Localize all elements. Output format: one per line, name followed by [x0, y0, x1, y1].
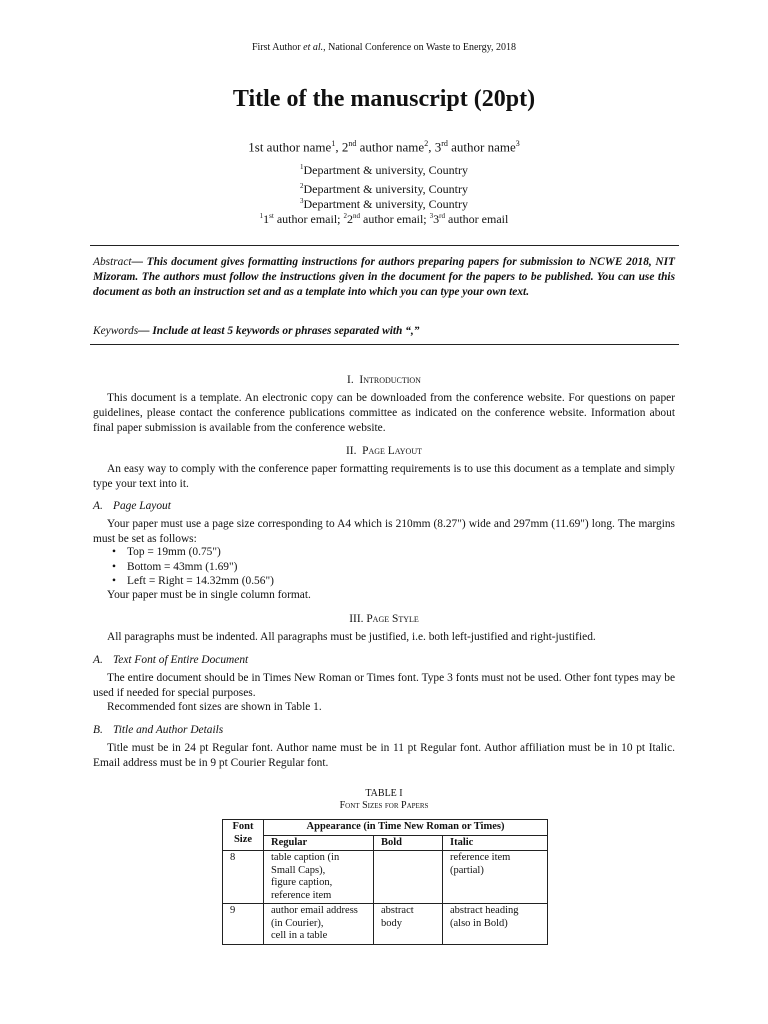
- affiliation-3-sup: 3: [299, 197, 304, 205]
- author-1-sup: 1: [331, 139, 336, 148]
- abstract-text: — This document gives formatting instructions for authors preparing papers for submission to NCWE 2018, NIT Mizoram. The authors must follow the instructions given in the document for the papers to be published. You can use this document as both an instruction set and as a template into which you can type your own text.: [93, 256, 675, 298]
- author-2-sup: 2: [424, 139, 429, 148]
- section-3-first-letter-1: P: [366, 613, 373, 625]
- email-2-num: 2: [347, 212, 353, 226]
- margin-list: [107, 545, 274, 589]
- email-2-text: author email;: [360, 212, 430, 226]
- affiliation-1: [93, 163, 675, 178]
- caption-rest-2: izes for: [367, 800, 402, 811]
- section-3-rest-1: age: [372, 613, 392, 625]
- affiliation-1-sup: 1: [299, 163, 304, 171]
- header-regular: Regular: [264, 835, 374, 851]
- header-italic: Italic: [443, 835, 548, 851]
- email-1-num: 1: [263, 212, 270, 226]
- subsection-3a-number: A.: [93, 654, 103, 666]
- author-3-ord: rd: [441, 139, 448, 148]
- header-font-size: [223, 820, 264, 851]
- abstract-top-rule: [90, 245, 679, 246]
- cell-line: Small Caps),: [271, 864, 326, 876]
- subsection-heading-text-font: [93, 654, 248, 666]
- list-item: • Bottom = 43mm (1.69"): [107, 560, 274, 575]
- cell-line: author email address: [271, 905, 358, 916]
- subsection-2a-title: Page Layout: [113, 500, 171, 512]
- abstract-label: Abstract: [93, 256, 132, 268]
- affiliation-2: [93, 182, 675, 197]
- cell-line: cell in a table: [271, 930, 328, 941]
- cell-line: (also in Bold): [450, 917, 508, 929]
- list-item: • Left = Right = 14.32mm (0.56"): [107, 574, 274, 589]
- cell-line: (in Courier),: [271, 917, 324, 929]
- cell-italic: [443, 904, 548, 945]
- affiliation-3-text: Department & university, Country: [303, 197, 469, 211]
- cell-regular: [264, 851, 374, 904]
- subsection-3b-title: Title and Author Details: [113, 724, 224, 736]
- caption-first-letter-2: S: [362, 800, 368, 811]
- header-size-text: Size: [233, 833, 253, 845]
- caption-rest-1: ont: [345, 800, 363, 811]
- cell-regular: [264, 904, 374, 945]
- subsection-2a-number: A.: [93, 500, 103, 512]
- author-3-num: 3: [434, 139, 442, 155]
- section-2-first-letter-2: L: [387, 445, 395, 457]
- cell-line: body: [381, 917, 402, 929]
- cell-line: (partial): [450, 864, 484, 876]
- text-font-paragraph: The entire document should be in Times New Roman or Times font. Type 3 fonts must not be used. Other font types may be used if needed for special purposes.: [93, 672, 675, 699]
- section-1-number: I.: [347, 374, 354, 386]
- author-2-name: author name: [356, 139, 425, 155]
- title-author-paragraph: Title must be in 24 pt Regular font. Author name must be in 11 pt Regular font. Author affiliation must be in 10 pt Italic. Email address must be in 9 pt Courier Regular font.: [93, 742, 675, 769]
- table-subheader-row: [223, 835, 548, 851]
- caption-rest-3: apers: [406, 800, 429, 811]
- section-heading-page-layout: [93, 445, 675, 457]
- section-3-number: III.: [349, 613, 364, 625]
- page-style-paragraph: All paragraphs must be indented. All paragraphs must be justified, i.e. both left-justified and right-justified.: [107, 631, 596, 643]
- header-font-text: Font: [232, 821, 254, 832]
- running-head: [93, 42, 675, 53]
- section-2-rest-1: age: [368, 445, 388, 457]
- keywords: [93, 325, 675, 337]
- cell-line: abstract: [381, 905, 414, 916]
- running-head-conference: , National Conference on Waste to Energy, 2018: [323, 42, 516, 53]
- caption-first-letter-3: P: [401, 800, 407, 811]
- email-1-sup: 1: [259, 212, 264, 220]
- cell-line: abstract heading: [450, 905, 519, 916]
- author-3-name: author name: [447, 139, 516, 155]
- cell-line: reference item: [271, 889, 332, 901]
- introduction-paragraph: This document is a template. An electronic copy can be downloaded from the conference website. For questions on paper guidelines, please contact the conference publications committee as indicated on the conference website. Information about final paper submission is available from the conference website.: [93, 392, 675, 434]
- section-2-first-letter-1: P: [362, 445, 369, 457]
- keywords-label: Keywords: [93, 325, 139, 337]
- section-3-rest-2: tyle: [398, 613, 419, 625]
- running-head-author: First Author: [252, 42, 301, 53]
- table-header-row: [223, 820, 548, 836]
- page-size-paragraph: Your paper must use a page size corresponding to A4 which is 210mm (8.27") wide and 297mm (11.69") long. The margins must be set as follows:: [93, 518, 675, 545]
- cell-size: 9: [223, 904, 264, 945]
- email-1-ord: st: [269, 212, 274, 220]
- cell-line: figure caption,: [271, 877, 333, 888]
- author-emails: [93, 212, 675, 227]
- cell-line: reference item: [450, 852, 511, 863]
- header-bold: Bold: [374, 835, 443, 851]
- keywords-text: — Include at least 5 keywords or phrases separated with “,”: [138, 325, 420, 337]
- email-1-text: author email;: [273, 212, 344, 226]
- page-layout-paragraph: An easy way to comply with the conference paper formatting requirements is to use this document as a template and simply type your text into it.: [93, 463, 675, 490]
- cell-line: table caption (in: [271, 852, 340, 863]
- author-1-name: 1st author name: [248, 139, 332, 155]
- cell-bold: [374, 851, 443, 904]
- font-sizes-note: Recommended font sizes are shown in Table 1.: [107, 701, 322, 713]
- header-appearance: Appearance (in Time New Roman or Times): [264, 820, 548, 836]
- caption-first-letter-1: F: [339, 800, 346, 811]
- subsection-3b-number: B.: [93, 724, 103, 736]
- affiliation-3: [93, 197, 675, 212]
- cell-italic: [443, 851, 548, 904]
- subsection-3a-title: Text Font of Entire Document: [113, 654, 249, 666]
- section-2-rest-2: ayout: [394, 445, 422, 457]
- author-line: 1st author name$^1$, 2nd author name$^2$, 3rd author name$^3$: [248, 139, 520, 155]
- affiliation-2-sup: 2: [299, 182, 304, 190]
- subsection-heading-title-author: [93, 724, 223, 736]
- section-1-rest: ntroduction: [363, 374, 421, 386]
- email-3-num: 3: [433, 212, 440, 226]
- email-2-ord: nd: [353, 212, 360, 220]
- author-3-sup: 3: [515, 139, 520, 148]
- subsection-heading-page-layout: [93, 500, 171, 512]
- cell-size: 8: [223, 851, 264, 904]
- email-2-sup: 2: [343, 212, 347, 220]
- author-2-ord: nd: [348, 139, 357, 148]
- abstract-bottom-rule: [90, 344, 679, 345]
- email-3-text: author email: [445, 212, 509, 226]
- section-1-first-letter: I: [359, 374, 364, 386]
- running-head-et-al: et al.: [303, 42, 324, 53]
- cell-bold: [374, 904, 443, 945]
- paper-title: Title of the manuscript (20pt): [232, 86, 536, 112]
- email-3-sup: 3: [429, 212, 434, 220]
- abstract: [93, 255, 675, 300]
- table-row: [223, 904, 548, 945]
- section-heading-introduction: [93, 374, 675, 386]
- section-3-first-letter-2: S: [391, 613, 399, 625]
- section-2-number: II.: [345, 445, 357, 457]
- table-caption: [93, 800, 675, 811]
- single-column-paragraph: Your paper must be in single column format.: [107, 589, 311, 601]
- author-2-num: 2: [341, 139, 349, 155]
- section-heading-page-style: [93, 613, 675, 625]
- list-item: • Top = 19mm (0.75"): [107, 545, 274, 560]
- email-3-ord: rd: [439, 212, 445, 220]
- font-sizes-table: [222, 819, 548, 945]
- table-label: TABLE I: [365, 788, 403, 799]
- table-row: [223, 851, 548, 904]
- affiliation-2-text: Department & university, Country: [303, 182, 469, 196]
- affiliation-1-text: Department & university, Country: [303, 163, 469, 177]
